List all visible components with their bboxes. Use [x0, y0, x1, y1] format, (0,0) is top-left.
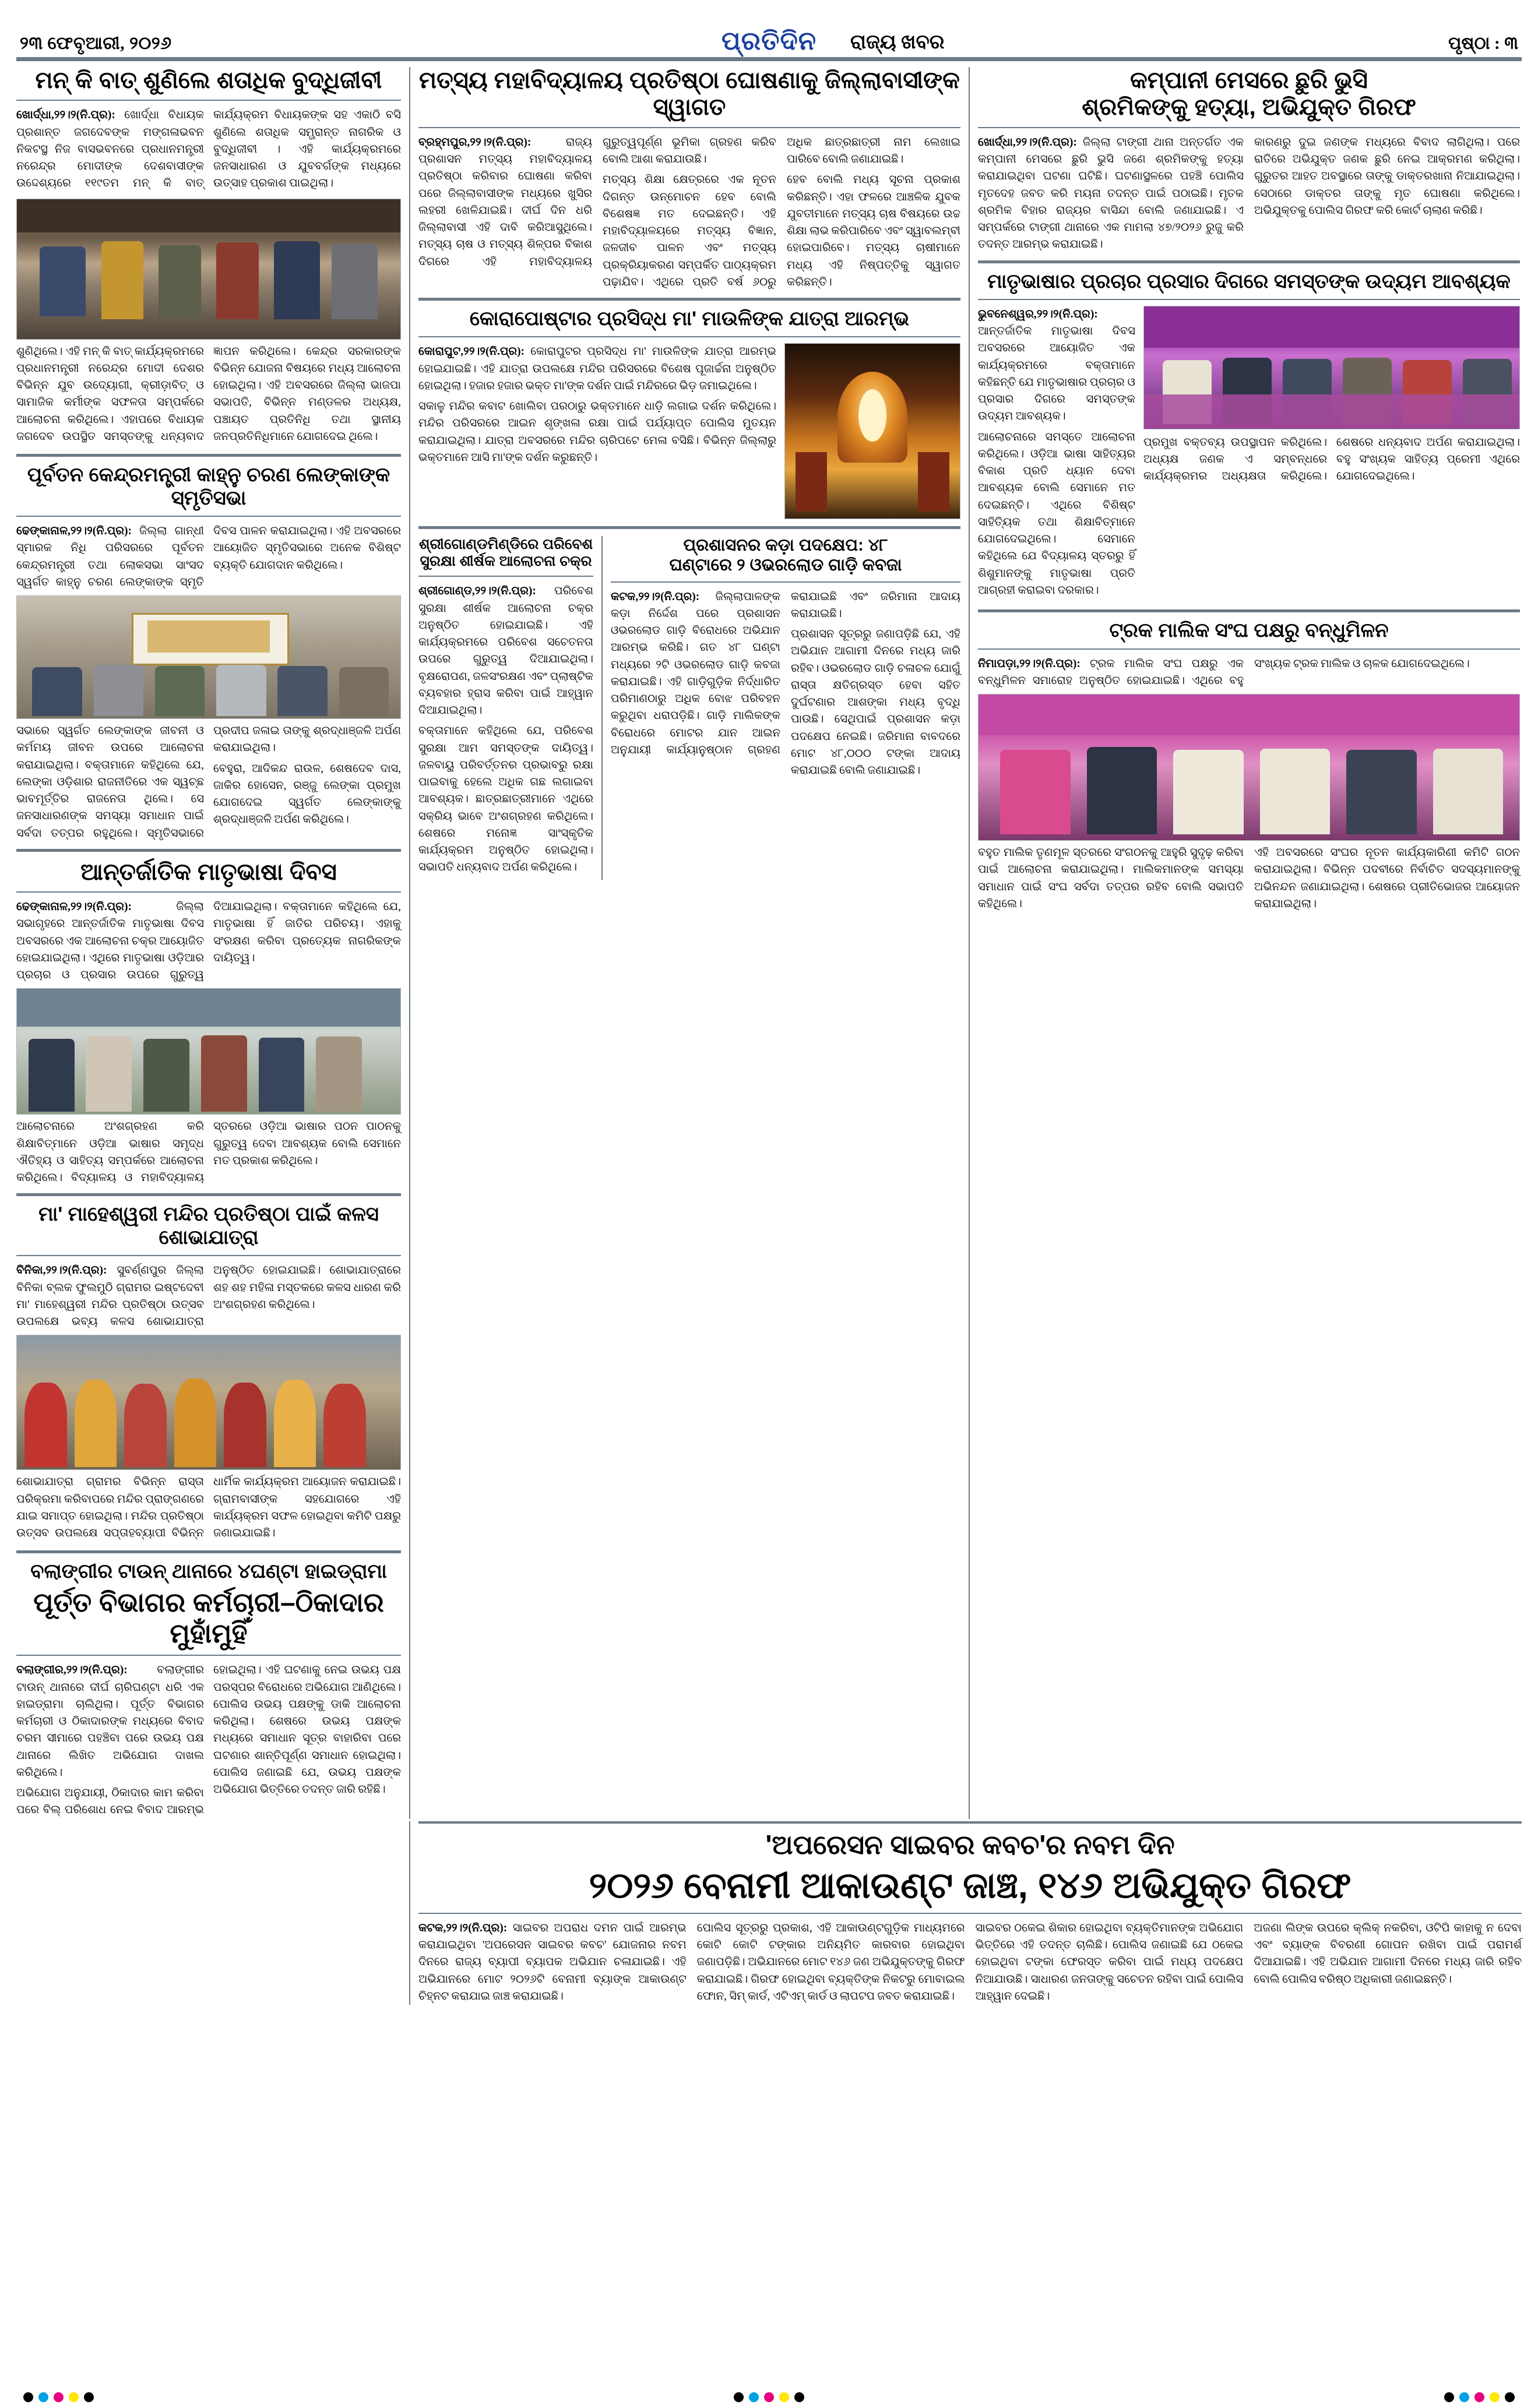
- article-a5: [16, 1560, 401, 1818]
- registration-marks: [0, 2392, 1538, 2402]
- c1-col1: ଜିଲ୍ଲା ଟାଙ୍ଗୀ ଥାନା ଅନ୍ତର୍ଗତ ଏକ କମ୍ପାନୀ ମେସରେ ଛୁରି ଭୁସି ଜଣେ ଶ୍ରମିକଙ୍କୁ ହତ୍ୟା କରାଯାଇଥିବା ଘଟଣା ଘଟିଛି। ଘଟଣାସ୍ଥଳରେ ପହଞ୍ଚି ପୋଲିସ ମୃତଦେହ ଜବତ କରି ମୟନା ତଦନ୍ତ ପାଇଁ ପଠାଇଛି। ମୃତକ ଶ୍ରମିକ ବିହାର ରାଜ୍ୟର ବାସିନ୍ଦା ବୋଲି ଜଣାଯାଇଛି। ଏ ସମ୍ପର୍କରେ ଟାଙ୍ଗୀ ଥାନାରେ ଏକ ମାମଲା ୪୭/୨୦୨୬ ରୁଜୁ କରି ତଦନ୍ତ ଆରମ୍ଭ କରାଯାଇଛି।: [978, 136, 1244, 251]
- b4-kicker: ପ୍ରଶାସନର କଡ଼ା ପଦକ୍ଷେପ: ୪୮: [683, 536, 888, 555]
- c1-dateline: ଖୋର୍ଦ୍ଧା,୨୨।୨(ନି.ପ୍ର):: [978, 136, 1077, 149]
- c1-headline-line1: କମ୍ପାନୀ ମେସରେ ଛୁରି ଭୁସି: [1130, 68, 1368, 93]
- publication-date: ୨୩ ଫେବୃଆରୀ, ୨୦୨୬: [20, 34, 172, 53]
- a2-body1: ଜିଲ୍ଲା ଗାନ୍ଧୀ ସ୍ମାରକ ନିଧି ପରିସରରେ ପୂର୍ବତନ କେନ୍ଦ୍ରମନ୍ତ୍ରୀ ତଥା ଲୋକସଭା ସାଂସଦ ସ୍ୱର୍ଗତ କାହ୍ନୁ ଚରଣ ଲେଙ୍କାଙ୍କ ସ୍ମୃତି ଦିବସ ପାଳନ କରାଯାଇଥିଲା। ଏହି ଅବସରରେ ଆୟୋଜିତ ସ୍ମୃତିସଭାରେ ଅନେକ ବିଶିଷ୍ଟ ବ୍ୟକ୍ତି ଯୋଗଦାନ କରିଥିଲେ।: [16, 525, 401, 588]
- a2-headline: ପୂର୍ବତନ କେନ୍ଦ୍ରମନ୍ତ୍ରୀ କାହ୍ନୁ ଚରଣ ଲେଙ୍କାଙ୍କ ସ୍ମୃତିସଭା: [27, 464, 390, 509]
- a5-headline: ପୂର୍ତ୍ତ ବିଭାଗର କର୍ମଚାରୀ–ଠିକାଦାର ମୁହାଁମୁହିଁ: [33, 1586, 384, 1649]
- a4-headline: ମା' ମାହେଶ୍ୱରୀ ମନ୍ଦିର ପ୍ରତିଷ୍ଠା ପାଇଁ କଳସ ଶୋଭାଯାତ୍ରା: [38, 1203, 379, 1249]
- b1-col2: ମତ୍ସ୍ୟ ଶିକ୍ଷା କ୍ଷେତ୍ରରେ ଏକ ନୂତନ ଦିଗନ୍ତ ଉନ୍ମୋଚନ ହେବ ବୋଲି ବିଶେଷଜ୍ଞ ମତ ଦେଇଛନ୍ତି। ଏହି ମହାବିଦ୍ୟାଳୟରେ ମତ୍ସ୍ୟ ବିଜ୍ଞାନ, ଜଳଜୀବ ପାଳନ ଏବଂ ମତ୍ସ୍ୟ ପ୍ରକ୍ରିୟାକରଣ ସମ୍ପର୍କିତ ପାଠ୍ୟକ୍ରମ ପଢ଼ାଯିବ। ଏଥିରେ ପ୍ରତି ବର୍ଷ ୬୦ରୁ ଅଧିକ ଛାତ୍ରଛାତ୍ରୀ ନାମ ଲେଖାଇ ପାରିବେ ବୋଲି ଜଣାଯାଇଛି।: [603, 136, 960, 288]
- b1-headline: ମତ୍ସ୍ୟ ମହାବିଦ୍ୟାଳୟ ପ୍ରତିଷ୍ଠା ଘୋଷଣାକୁ ଜିଲ୍ଲାବାସୀଙ୍କ ସ୍ୱାଗତ: [419, 68, 960, 121]
- newspaper-logo: ପ୍ରତିଦିନ: [721, 27, 817, 55]
- a2-body3: ବେହୁରା, ଆଦିକନ୍ଦ ରାଉଳ, ଶେଷଦେବ ଦାସ, ଜାକିର ହୋସେନ, ରଞ୍ଜୁ ଲେଙ୍କା ପ୍ରମୁଖ ଯୋଗଦେଇ ସ୍ୱର୍ଗତ ଲେଙ୍କାଙ୍କୁ ଶ୍ରଦ୍ଧାଞ୍ଜଳି ଅର୍ପଣ କରିଥିଲେ।: [213, 762, 401, 826]
- big-col1: ସାଇବର ଅପରାଧ ଦମନ ପାଇଁ ଆରମ୍ଭ କରାଯାଇଥିବା 'ଅପରେସନ ସାଇବର କବଚ' ଯୋଜନାର ନବମ ଦିନରେ ରାଜ୍ୟ ବ୍ୟାପୀ ବ୍ୟାପକ ଅଭିଯାନ ଚଳାଯାଇଛି। ଏହି ଅଭିଯାନରେ ମୋଟ ୨୦୨୬ଟି ବେନାମୀ ବ୍ୟାଙ୍କ ଆକାଉଣ୍ଟ ଚିହ୍ନଟ କରାଯାଇ ଜାଞ୍ଚ କରାଯାଇଛି।: [418, 1922, 687, 2002]
- article-a4: [16, 1203, 401, 1543]
- article-a3: [16, 859, 401, 1187]
- a5-kicker: ବଲାଙ୍ଗୀର ଟାଉନ୍ ଥାନାରେ ୪ଘଣ୍ଟା ହାଇଡ୍ରାମା: [30, 1560, 387, 1583]
- a1-dateline: ଖୋର୍ଦ୍ଧା,୨୨।୨(ନି.ପ୍ର):: [16, 109, 115, 122]
- reg-dot-cyan: [749, 2392, 759, 2402]
- c3-dateline: ନିମାପଡ଼ା,୨୨।୨(ନି.ପ୍ର):: [978, 657, 1081, 670]
- b1-dateline: ବ୍ରହ୍ମପୁର,୨୨।୨(ନି.ପ୍ର):: [418, 136, 532, 149]
- article-b3: [418, 536, 593, 879]
- b3-kicker2: ସୁରକ୍ଷା ଶୀର୍ଷକ ଆଲୋଚନା ଚକ୍ର: [420, 553, 592, 570]
- reg-dot-magenta: [764, 2392, 774, 2402]
- b2-body2: ସକାଳୁ ମନ୍ଦିର କବାଟ ଖୋଲିବା ପରଠାରୁ ଭକ୍ତମାନେ ଧାଡ଼ି ଲଗାଇ ଦର୍ଶନ କରିଥିଲେ। ମନ୍ଦିର ପରିସରରେ ଆଇନ ଶୃଙ୍ଖଳା ରକ୍ଷା ପାଇଁ ପର୍ଯ୍ୟାପ୍ତ ପୋଲିସ ମୁତୟନ କରାଯାଇଥିଲା। ଯାତ୍ରା ଅବସରରେ ମନ୍ଦିର ଚାରିପଟେ ମେଳା ବସିଛି। ବିଭିନ୍ନ ଜିଲ୍ଲାରୁ ଭକ୍ତମାନେ ଆସି ମା'ଙ୍କ ଦର୍ଶନ କରୁଛନ୍ତି।: [418, 400, 776, 464]
- reg-dot-black-2: [794, 2392, 804, 2402]
- b4-col1: ଜିଲ୍ଲାପାଳଙ୍କ କଡ଼ା ନିର୍ଦ୍ଦେଶ ପରେ ପ୍ରଶାସନ ଓଭରଲୋଡ ଗାଡ଼ି ବିରୋଧରେ ଅଭିଯାନ ଆରମ୍ଭ କରିଛି। ଗତ ୪୮ ଘଣ୍ଟା ମଧ୍ୟରେ ୨ଟି ଓଭରଲୋଡ ଗାଡ଼ି କବଜା କରାଯାଇଛି। ଏହି ଗାଡ଼ିଗୁଡ଼ିକ ନିର୍ଦ୍ଧାରିତ ପରିମାଣଠାରୁ ଅଧିକ ବୋଝ ପରିବହନ କରୁଥିବା ଧରାପଡ଼ିଛି। ଗାଡ଼ି ମାଲିକଙ୍କ ବିରୋଧରେ ମୋଟର ଯାନ ଆଇନ ଅନୁଯାୟୀ କାର୍ଯ୍ୟାନୁଷ୍ଠାନ ଗ୍ରହଣ କରାଯାଇଛି ଏବଂ ଜରିମାନା ଆଦାୟ କରାଯାଇଛି।: [611, 590, 960, 756]
- reg-dot-magenta: [54, 2392, 64, 2402]
- reg-dot-yellow: [1490, 2392, 1500, 2402]
- a2-body2: ସଭାରେ ସ୍ୱର୍ଗତ ଲେଙ୍କାଙ୍କ ଜୀବନୀ ଓ କର୍ମମୟ ଜୀବନ ଉପରେ ଆଲୋଚନା କରାଯାଇଥିଲା। ବକ୍ତାମାନେ କହିଥିଲେ ଯେ, ଲେଙ୍କା ଓଡ଼ିଶାର ରାଜନୀତିରେ ଏକ ସ୍ୱଚ୍ଛ ଭାବମୂର୍ତ୍ତିର ରାଜନେତା ଥିଲେ। ସେ ଜନସାଧାରଣଙ୍କ ସମସ୍ୟା ସମାଧାନ ପାଇଁ ସର୍ବଦା ତତ୍ପର ରହୁଥିଲେ। ସ୍ମୃତିସଭାରେ ପ୍ରଦୀପ ଜଳାଇ ତାଙ୍କୁ ଶ୍ରଦ୍ଧାଞ୍ଜଳି ଅର୍ପଣ କରାଯାଇଥିଲା।: [16, 725, 401, 840]
- c3-body2: ବହୁତ ମାଲିକ ତୃଣମୂଳ ସ୍ତରରେ ସଂଗଠନକୁ ଆହୁରି ସୁଦୃଢ଼ କରିବା ପାଇଁ ଆଲୋଚନା କରାଯାଇଥିଲା। ମାଲିକମାନଙ୍କ ସମସ୍ୟା ସମାଧାନ ପାଇଁ ସଂଘ ସର୍ବଦା ତତ୍ପର ରହିବ ବୋଲି ସଭାପତି କହିଥିଲେ।: [978, 847, 1244, 910]
- reg-dot-black: [23, 2392, 33, 2402]
- c1-col2: କାରଣରୁ ଦୁଇ ଜଣଙ୍କ ମଧ୍ୟରେ ବିବାଦ ଲାଗିଥିଲା। ପରେ ରାତିରେ ଅଭିଯୁକ୍ତ ଜଣକ ଛୁରି ନେଇ ଆକ୍ରମଣ କରିଥିଲା। ଗୁରୁତର ଆହତ ଅବସ୍ଥାରେ ତାଙ୍କୁ ଡାକ୍ତରଖାନା ନିଆଯାଇଥିଲା। ସେଠାରେ ଡାକ୍ତର ତାଙ୍କୁ ମୃତ ଘୋଷଣା କରିଥିଲେ। ଅଭିଯୁକ୍ତକୁ ପୋଲିସ ଗିରଫ କରି କୋର୍ଟ ଚାଲାଣ କରିଛି।: [1254, 136, 1520, 217]
- a4-body1: ସୁବର୍ଣ୍ଣପୁର ଜିଲ୍ଲା ବିନିକା ବ୍ଲକ ଫୁଲମୁଠି ଗ୍ରାମର ଇଷ୍ଟଦେବୀ ମା' ମାହେଶ୍ୱରୀ ମନ୍ଦିର ପ୍ରତିଷ୍ଠା ଉତ୍ସବ ଉପଲକ୍ଷେ ଭବ୍ୟ କଳସ ଶୋଭାଯାତ୍ରା ଅନୁଷ୍ଠିତ ହୋଇଯାଇଛି। ଶୋଭାଯାତ୍ରାରେ ଶହ ଶହ ମହିଳା ମସ୍ତକରେ କଳସ ଧାରଣ କରି ଅଂଶଗ୍ରହଣ କରିଥିଲେ।: [16, 1264, 401, 1328]
- reg-dot-cyan: [1459, 2392, 1469, 2402]
- reg-dot-magenta: [1474, 2392, 1484, 2402]
- article-b1: [418, 67, 960, 291]
- reg-dot-cyan: [38, 2392, 48, 2402]
- a3-headline: ଆନ୍ତର୍ଜାତିକ ମାତୃଭାଷା ଦିବସ: [80, 859, 337, 885]
- big-kicker: 'ଅପରେସନ ସାଇବର କବଚ'ର ନବମ ଦିନ: [765, 1829, 1175, 1860]
- b1-col1: ରାଜ୍ୟ ପ୍ରଶାସନ ମତ୍ସ୍ୟ ମହାବିଦ୍ୟାଳୟ ପ୍ରତିଷ୍ଠା କରିବାର ଘୋଷଣା କରିବା ପରେ ଜିଲ୍ଲାବାସୀଙ୍କ ମଧ୍ୟରେ ଖୁସିର ଲହରୀ ଖେଳିଯାଇଛି। ଦୀର୍ଘ ଦିନ ଧରି ଜିଲ୍ଲାବାସୀ ଏହି ଦାବି କରିଆସୁଥିଲେ। ମତ୍ସ୍ୟ ଚାଷ ଓ ମତ୍ସ୍ୟ ଶିଳ୍ପର ବିକାଶ ଦିଗରେ ଏହି ମହାବିଦ୍ୟାଳୟ ଗୁରୁତ୍ୱପୂର୍ଣ୍ଣ ଭୂମିକା ଗ୍ରହଣ କରିବ ବୋଲି ଆଶା କରାଯାଉଛି।: [418, 136, 776, 268]
- c3-body1: ଟ୍ରକ ମାଲିକ ସଂଘ ପକ୍ଷରୁ ଏକ ବନ୍ଧୁମିଳନ ସମାରୋହ ଅନୁଷ୍ଠିତ ହୋଇଯାଇଛି। ଏଥିରେ ବହୁ ସଂଖ୍ୟକ ଟ୍ରକ ମାଲିକ ଓ ଚାଳକ ଯୋଗଦେଇଥିଲେ।: [978, 657, 1470, 687]
- a3-photo: [16, 988, 401, 1115]
- masthead-rule: [16, 57, 1522, 61]
- article-b4: [611, 536, 960, 879]
- a3-body1: ଜିଲ୍ଲା ସଭାଗୃହରେ ଆନ୍ତର୍ଜାତିକ ମାତୃଭାଷା ଦିବସ ଅବସରରେ ଏକ ଆଲୋଚନା ଚକ୍ର ଆୟୋଜିତ ହୋଇଯାଇଥିଲା। ଏଥିରେ ମାତୃଭାଷା ଓଡ଼ିଆର ପ୍ରଚାର ଓ ପ୍ରସାର ଉପରେ ଗୁରୁତ୍ୱ ଦିଆଯାଇଥିଲା। ବକ୍ତାମାନେ କହିଥିଲେ ଯେ, ମାତୃଭାଷା ହିଁ ଜାତିର ପରିଚୟ। ଏହାକୁ ସଂରକ୍ଷଣ କରିବା ପ୍ରତ୍ୟେକ ନାଗରିକଙ୍କ ଦାୟିତ୍ୱ।: [16, 901, 401, 982]
- article-a1: [16, 67, 401, 447]
- section-title: ରାଜ୍ୟ ଖବର: [850, 31, 945, 53]
- registration-dots-left: [23, 2392, 94, 2402]
- c3-body3: ଏହି ଅବସରରେ ସଂଘର ନୂତନ କାର୍ଯ୍ୟକାରିଣୀ କମିଟି ଗଠନ କରାଯାଇଥିଲା। ବିଭିନ୍ନ ପଦବୀରେ ନିର୍ବାଚିତ ସଦସ୍ୟମାନଙ୍କୁ ଅଭିନନ୍ଦନ ଜଣାଯାଇଥିଲା। ଶେଷରେ ପ୍ରୀତିଭୋଜର ଆୟୋଜନ କରାଯାଇଥିଲା।: [1254, 847, 1520, 910]
- article-c2: [978, 270, 1520, 603]
- big-dateline: କଟକ,୨୨।୨(ନି.ପ୍ର):: [418, 1922, 508, 1934]
- a4-photo: [16, 1335, 401, 1470]
- b3-dateline: ଶ୍ରୀଗୋଣ୍ଡ,୨୨।୨(ନି.ପ୍ର):: [418, 585, 536, 598]
- column-left: [16, 67, 401, 1819]
- a1-body1: ଖୋର୍ଦ୍ଧା ବିଧାୟକ ପ୍ରଶାନ୍ତ ଜଗଦେବଙ୍କ ମଙ୍ଗଳାଭବନ ନିକଟସ୍ଥ ନିଜ ବାସଭବନରେ ପ୍ରଧାନମନ୍ତ୍ରୀ ନରେନ୍ଦ୍ର ମୋଦୀଙ୍କ ଦେଶବାସୀଙ୍କ ଉଦ୍ଦେଶ୍ୟରେ ୧୧୯ତମ ମନ୍ କି ବାତ୍ କାର୍ଯ୍ୟକ୍ରମ ବିଧାୟକଙ୍କ ସହ ଏକାଠି ବସି ଶୁଣିଲେ ଶତାଧିକ ସମ୍ଭ୍ରାନ୍ତ ନାଗରିକ ଓ ବୁଦ୍ଧିଜୀବୀ । ଏହି କାର୍ଯ୍ୟକ୍ରମରେ ଜନସାଧାରଣ ଓ ଯୁବବର୍ଗଙ୍କ ମଧ୍ୟରେ ଉତ୍ସାହ ପ୍ରକାଶ ପାଇଥିଲା।: [16, 109, 401, 190]
- b3-body1: ପରିବେଶ ସୁରକ୍ଷା ଶୀର୍ଷକ ଆଲୋଚନା ଚକ୍ର ଅନୁଷ୍ଠିତ ହୋଇଯାଇଛି। ଏହି କାର୍ଯ୍ୟକ୍ରମରେ ପରିବେଶ ସଚେତନତା ଉପରେ ଗୁରୁତ୍ୱ ଦିଆଯାଇଥିଲା। ବୃକ୍ଷରୋପଣ, ଜଳସଂରକ୍ଷଣ ଏବଂ ପ୍ଲାଷ୍ଟିକ ବ୍ୟବହାର ହ୍ରାସ କରିବା ପାଇଁ ଆହ୍ୱାନ ଦିଆଯାଇଥିଲା।: [418, 585, 593, 717]
- a1-headline: ମନ୍ କି ବାତ୍ ଶୁଣିଲେ ଶତାଧିକ ବୁଦ୍ଧିଜୀବୀ: [35, 68, 382, 93]
- b2-dateline: କୋରାପୁଟ,୨୨।୨(ନି.ପ୍ର):: [418, 345, 525, 358]
- big-col3: ସାଇବର ଠକେଇ ଶିକାର ହୋଇଥିବା ବ୍ୟକ୍ତିମାନଙ୍କ ଅଭିଯୋଗ ଭିତ୍ତିରେ ଏହି ତଦନ୍ତ ଚାଲିଛି। ପୋଲିସ ଜଣାଇଛି ଯେ ଠକେଇ ହୋଇଥିବା ଟଙ୍କା ଫେରସ୍ତ କରିବା ପାଇଁ ମଧ୍ୟ ପଦକ୍ଷେପ ନିଆଯାଉଛି। ସାଧାରଣ ଜନତାଙ୍କୁ ସଚେତନ ରହିବା ପାଇଁ ପୋଲିସ ଆହ୍ୱାନ ଦେଇଛି।: [975, 1922, 1244, 2002]
- reg-dot-black: [734, 2392, 744, 2402]
- a4-dateline: ବିନିକା,୨୨।୨(ନି.ପ୍ର):: [16, 1264, 107, 1277]
- b4-headline: ଘଣ୍ଟାରେ ୨ ଓଭରଲୋଡ ଗାଡ଼ି କବଜା: [669, 556, 902, 575]
- article-c3: [978, 619, 1520, 916]
- masthead: [0, 0, 1538, 57]
- a1-body2: ଶୁଣିଥିଲେ। ଏହି ମନ୍ କି ବାତ୍ କାର୍ଯ୍ୟକ୍ରମରେ ପ୍ରଧାନମନ୍ତ୍ରୀ ନରେନ୍ଦ୍ର ମୋଦୀ ଦେଶର ବିଭିନ୍ନ ଯୁବ ଉଦ୍ୟୋଗୀ, କ୍ରୀଡ଼ାବିତ୍ ଓ ସାମାଜିକ କର୍ମୀଙ୍କ ସଫଳତା ସମ୍ପର୍କରେ ଆଲୋଚନା କରିଥିଲେ। ଏହାପରେ ବିଧାୟକ ଜଗଦେବ ଉପସ୍ଥିତ ସମସ୍ତଙ୍କୁ ଧନ୍ୟବାଦ ଜ୍ଞାପନ କରିଥିଲେ। କେନ୍ଦ୍ର ସରକାରଙ୍କ ବିଭିନ୍ନ ଯୋଜନା ବିଷୟରେ ମଧ୍ୟ ଆଲୋଚନା ହୋଇଥିଲା। ଏହି ଅବସରରେ ଜିଲ୍ଲା ଭାଜପା ସଭାପତି, ବିଭିନ୍ନ ମଣ୍ଡଳର ଅଧ୍ୟକ୍ଷ, ପଞ୍ଚାୟତ ପ୍ରତିନିଧି ତଥା ସ୍ଥାନୀୟ ଜନପ୍ରତିନିଧିମାନେ ଯୋଗଦେଇ ଥିଲେ।: [16, 345, 401, 443]
- b2-photo: [784, 343, 960, 519]
- top-band: [0, 67, 1538, 1819]
- article-c1: [978, 67, 1520, 253]
- reg-dot-black-2: [84, 2392, 94, 2402]
- article-b2: [418, 308, 960, 519]
- b1-col3: ହେବ ବୋଲି ମଧ୍ୟ ସୂଚନା ପ୍ରକାଶ କରିଛନ୍ତି। ଏହା ଫଳରେ ଆଞ୍ଚଳିକ ଯୁବକ ଯୁବତୀମାନେ ମତ୍ସ୍ୟ ଚାଷ ବିଷୟରେ ଉଚ୍ଚ ଶିକ୍ଷା ଲାଭ କରିପାରିବେ ଏବଂ ସ୍ୱାବଲମ୍ବୀ ହୋଇପାରିବେ। ମତ୍ସ୍ୟ ଚାଷୀମାନେ ମଧ୍ୟ ଏହି ନିଷ୍ପତ୍ତିକୁ ସ୍ୱାଗତ କରିଛନ୍ତି।: [787, 174, 960, 288]
- registration-dots-center: [734, 2392, 804, 2402]
- bottom-band: [0, 1821, 1538, 2005]
- big-headline: ୨୦୨୬ ବେନାମୀ ଆକାଉଣ୍ଟ ଜାଞ୍ଚ, ୧୪୬ ଅଭିଯୁକ୍ତ ଗିରଫ: [589, 1866, 1352, 1906]
- registration-dots-right: [1444, 2392, 1515, 2402]
- big-col4: ଅଜଣା ଲିଙ୍କ ଉପରେ କ୍ଲିକ୍ ନକରିବା, ଓଟିପି କାହାକୁ ନ ଦେବା ଏବଂ ବ୍ୟାଙ୍କ ବିବରଣୀ ଗୋପନ ରଖିବା ପାଇଁ ପରାମର୍ଶ ଦିଆଯାଇଛି। ଏହି ଅଭିଯାନ ଆଗାମୀ ଦିନରେ ମଧ୍ୟ ଜାରି ରହିବ ବୋଲି ପୋଲିସ ବରିଷ୍ଠ ଅଧିକାରୀ ଜଣାଇଛନ୍ତି।: [1254, 1922, 1522, 1986]
- c2-dateline: ଭୁବନେଶ୍ୱର,୨୨।୨(ନି.ପ୍ର):: [978, 308, 1098, 320]
- c3-photo: [978, 694, 1520, 841]
- b4-col2: ପ୍ରଶାସନ ସୂତ୍ରରୁ ଜଣାପଡ଼ିଛି ଯେ, ଏହି ଅଭିଯାନ ଆଗାମୀ ଦିନରେ ମଧ୍ୟ ଜାରି ରହିବ। ଓଭରଲୋଡ ଗାଡ଼ି ଚଳାଚଳ ଯୋଗୁଁ ରାସ୍ତା କ୍ଷତିଗ୍ରସ୍ତ ହେବା ସହିତ ଦୁର୍ଘଟଣାର ଆଶଙ୍କା ମଧ୍ୟ ବୃଦ୍ଧି ପାଉଛି। ସେଥିପାଇଁ ପ୍ରଶାସନ କଡ଼ା ପଦକ୍ଷେପ ନେଇଛି। ଜରିମାନା ବାବଦରେ ମୋଟ ୪୮,୦୦୦ ଟଙ୍କା ଆଦାୟ କରାଯାଇଛି ବୋଲି ଜଣାଯାଇଛି।: [791, 628, 960, 777]
- c2-body2: ଆଲୋଚନାରେ ସମସ୍ତେ ଆଲୋଚନା କରିଥିଲେ। ଓଡ଼ିଆ ଭାଷା ସାହିତ୍ୟର ବିକାଶ ପ୍ରତି ଧ୍ୟାନ ଦେବା ଆବଶ୍ୟକ ବୋଲି ସେମାନେ ମତ ଦେଇଛନ୍ତି। ଏଥିରେ ବିଶିଷ୍ଟ ସାହିତ୍ୟିକ ତଥା ଶିକ୍ଷାବିତ୍‍ମାନେ ଯୋଗଦେଇଥିଲେ। ସେମାନେ କହିଥିଲେ ଯେ ବିଦ୍ୟାଳୟ ସ୍ତରରୁ ହିଁ ଶିଶୁମାନଙ୍କୁ ମାତୃଭାଷା ପ୍ରତି ଆଗ୍ରହୀ କରାଇବା ଦରକାର।: [978, 431, 1135, 597]
- c2-headline: ମାତୃଭାଷାର ପ୍ରଚାର ପ୍ରସାର ଦିଗରେ ସମସ୍ତଙ୍କ ଉଦ୍ୟମ ଆବଶ୍ୟକ: [987, 270, 1511, 292]
- article-big: [418, 1821, 1522, 2005]
- big-col2: ପୋଲିସ ସୂତ୍ରରୁ ପ୍ରକାଶ, ଏହି ଆକାଉଣ୍ଟଗୁଡ଼ିକ ମାଧ୍ୟମରେ କୋଟି କୋଟି ଟଙ୍କାର ଅନିୟମିତ କାରବାର ହୋଇଥିବା ଜଣାପଡ଼ିଛି। ଅଭିଯାନରେ ମୋଟ ୧୪୬ ଜଣ ଅଭିଯୁକ୍ତଙ୍କୁ ଗିରଫ କରାଯାଇଛି। ଗିରଫ ହୋଇଥିବା ବ୍ୟକ୍ତିଙ୍କ ନିକଟରୁ ମୋବାଇଲ ଫୋନ, ସିମ୍ କାର୍ଡ, ଏଟିଏମ୍ କାର୍ଡ ଓ ଲାପଟପ ଜବତ କରାଯାଇଛି।: [696, 1922, 965, 2002]
- reg-dot-yellow: [779, 2392, 789, 2402]
- a5-body1: ବଲାଙ୍ଗୀର ଟାଉନ୍ ଥାନାରେ ଦୀର୍ଘ ଚାରିଘଣ୍ଟା ଧରି ଏକ ହାଇଡ୍ରାମା ଚାଲିଥିଲା। ପୂର୍ତ୍ତ ବିଭାଗର କର୍ମଚାରୀ ଓ ଠିକାଦାରଙ୍କ ମଧ୍ୟରେ ବିବାଦ ଚରମ ସୀମାରେ ପହଞ୍ଚିବା ପରେ ଉଭୟ ପକ୍ଷ ଥାନାରେ ଲିଖିତ ଅଭିଯୋଗ ଦାଖଲ କରିଥିଲେ।: [16, 1664, 204, 1779]
- column-right: [978, 67, 1520, 1819]
- a3-dateline: ଢେଙ୍କାନାଳ,୨୨।୨(ନି.ପ୍ର):: [16, 901, 132, 914]
- article-a2: [16, 464, 401, 842]
- reg-dot-black-2: [1505, 2392, 1515, 2402]
- a1-photo: [16, 199, 401, 340]
- a5-body2: ଅଭିଯୋଗ ଅନୁଯାୟୀ, ଠିକାଦାର କାମ କରିବା ପରେ ବିଲ୍ ପରିଶୋଧ ନେଇ ବିବାଦ ଆରମ୍ଭ ହୋଇଥିଲା। ଏହି ଘଟଣାକୁ ନେଇ ଉଭୟ ପକ୍ଷ ପରସ୍ପର ବିରୋଧରେ ଅଭିଯୋଗ ଆଣିଥିଲେ। ପୋଲିସ ଉଭୟ ପକ୍ଷଙ୍କୁ ଡାକି ଆଲୋଚନା କରିଥିଲା। ଶେଷରେ ଉଭୟ ପକ୍ଷଙ୍କ ମଧ୍ୟରେ ସମାଧାନ ସୂତ୍ର ବାହାରିବା ପରେ ଘଟଣାର ଶାନ୍ତିପୂର୍ଣ୍ଣ ସମାଧାନ ହୋଇଥିଲା। ପୋଲିସ ଜଣାଇଛି ଯେ, ଉଭୟ ପକ୍ଷଙ୍କ ଅଭିଯୋଗ ଭିତ୍ତିରେ ତଦନ୍ତ ଜାରି ରହିଛି।: [16, 1664, 401, 1817]
- page-number: ପୃଷ୍ଠା : ୩: [1448, 34, 1518, 53]
- b3-kicker: ଶ୍ରୀଗୋଣ୍ଡମିଣ୍ଡିରେ ପରିବେଶ: [418, 536, 593, 553]
- b2-headline: କୋରାପୋଷ୍ଟାର ପ୍ରସିଦ୍ଧ ମା' ମାଉଳିଙ୍କ ଯାତ୍ରା ଆରମ୍ଭ: [469, 308, 910, 330]
- b2-body1: କୋରାପୁଟର ପ୍ରସିଦ୍ଧ ମା' ମାଉଳିଙ୍କ ଯାତ୍ରା ଆରମ୍ଭ ହୋଇଯାଇଛି। ଏହି ଯାତ୍ରା ଉପଲକ୍ଷେ ମନ୍ଦିର ପରିସରରେ ବିଶେଷ ପୂଜାର୍ଚ୍ଚନା ଅନୁଷ୍ଠିତ ହୋଇଥିଲା। ହଜାର ହଜାର ଭକ୍ତ ମା'ଙ୍କ ଦର୍ଶନ ପାଇଁ ମନ୍ଦିରରେ ଭିଡ଼ ଜମାଇଥିଲେ।: [418, 345, 776, 392]
- reg-dot-black: [1444, 2392, 1454, 2402]
- a2-photo: [16, 595, 401, 719]
- b4-dateline: କଟକ,୨୨।୨(ନି.ପ୍ର):: [611, 590, 700, 603]
- c3-headline: ଟ୍ରକ ମାଲିକ ସଂଘ ପକ୍ଷରୁ ବନ୍ଧୁମିଳନ: [1109, 619, 1389, 642]
- b3-b4-row: [418, 536, 960, 879]
- c2-body3: ପ୍ରମୁଖ ବକ୍ତବ୍ୟ ଉପସ୍ଥାପନ କରିଥିଲେ। ଅଧ୍ୟକ୍ଷ ଜଣକ ଏ ସମ୍ବନ୍ଧରେ କାର୍ଯ୍ୟକ୍ରମର ଅଧ୍ୟକ୍ଷତା କରିଥିଲେ। ଶେଷରେ ଧନ୍ୟବାଦ ଅର୍ପଣ କରାଯାଇଥିଲା। ବହୁ ସଂଖ୍ୟକ ସାହିତ୍ୟ ପ୍ରେମୀ ଏଥିରେ ଯୋଗଦେଇଥିଲେ।: [1143, 436, 1520, 483]
- c2-body1: ଆନ୍ତର୍ଜାତିକ ମାତୃଭାଷା ଦିବସ ଅବସରରେ ଆୟୋଜିତ ଏକ କାର୍ଯ୍ୟକ୍ରମରେ ବକ୍ତାମାନେ କହିଛନ୍ତି ଯେ ମାତୃଭାଷାର ପ୍ରଚାର ଓ ପ୍ରସାର ଦିଗରେ ସମସ୍ତଙ୍କ ଉଦ୍ୟମ ଆବଶ୍ୟକ।: [978, 325, 1135, 423]
- b3-body2: ବକ୍ତାମାନେ କହିଥିଲେ ଯେ, ପରିବେଶ ସୁରକ୍ଷା ଆମ ସମସ୍ତଙ୍କ ଦାୟିତ୍ୱ। ଜଳବାୟୁ ପରିବର୍ତ୍ତନର ପ୍ରଭାବରୁ ରକ୍ଷା ପାଇବାକୁ ହେଲେ ଅଧିକ ଗଛ ଲଗାଇବା ଆବଶ୍ୟକ। ଛାତ୍ରଛାତ୍ରୀମାନେ ଏଥିରେ ସକ୍ରିୟ ଭାବେ ଅଂଶଗ୍ରହଣ କରିଥିଲେ। ଶେଷରେ ମନୋଜ୍ଞ ସାଂସ୍କୃତିକ କାର୍ଯ୍ୟକ୍ରମ ଅନୁଷ୍ଠିତ ହୋଇଥିଲା। ସଭାପତି ଧନ୍ୟବାଦ ଅର୍ପଣ କରିଥିଲେ।: [418, 725, 593, 874]
- a2-dateline: ଢେଙ୍କାନାଳ,୨୨।୨(ନି.ପ୍ର):: [16, 525, 132, 538]
- reg-dot-yellow: [69, 2392, 79, 2402]
- c1-headline-line2: ଶ୍ରମିକଙ୍କୁ ହତ୍ୟା, ଅଭିଯୁକ୍ତ ଗିରଫ: [1082, 94, 1416, 121]
- a3-body2: ଆଲୋଚନାରେ ଅଂଶଗ୍ରହଣ କରି ଶିକ୍ଷାବିତ୍‍ମାନେ ଓଡ଼ିଆ ଭାଷାର ସମୃଦ୍ଧ ଐତିହ୍ୟ ଓ ସାହିତ୍ୟ ସମ୍ପର୍କରେ ଆଲୋଚନା କରିଥିଲେ। ବିଦ୍ୟାଳୟ ଓ ମହାବିଦ୍ୟାଳୟ ସ୍ତରରେ ଓଡ଼ିଆ ଭାଷାର ପଠନ ପାଠନକୁ ଗୁରୁତ୍ୱ ଦେବା ଆବଶ୍ୟକ ବୋଲି ସେମାନେ ମତ ପ୍ରକାଶ କରିଥିଲେ।: [16, 1120, 401, 1184]
- c2-photo: [1143, 306, 1520, 429]
- a5-dateline: ବଲାଙ୍ଗୀର,୨୨।୨(ନି.ପ୍ର):: [16, 1664, 128, 1677]
- a4-body2: ଶୋଭାଯାତ୍ରା ଗ୍ରାମର ବିଭିନ୍ନ ରାସ୍ତା ପରିକ୍ରମା କରିବାପରେ ମନ୍ଦିର ପ୍ରାଙ୍ଗଣରେ ଯାଇ ସମାପ୍ତ ହୋଇଥିଲା। ମନ୍ଦିର ପ୍ରତିଷ୍ଠା ଉତ୍ସବ ଉପଲକ୍ଷେ ସପ୍ତାହବ୍ୟାପୀ ବିଭିନ୍ନ ଧାର୍ମିକ କାର୍ଯ୍ୟକ୍ରମ ଆୟୋଜନ କରାଯାଇଛି। ଗ୍ରାମବାସୀଙ୍କ ସହଯୋଗରେ ଏହି କାର୍ଯ୍ୟକ୍ରମ ସଫଳ ହୋଇଥିବା କମିଟି ପକ୍ଷରୁ ଜଣାଇଯାଇଛି।: [16, 1476, 401, 1540]
- column-middle: [418, 67, 960, 1819]
